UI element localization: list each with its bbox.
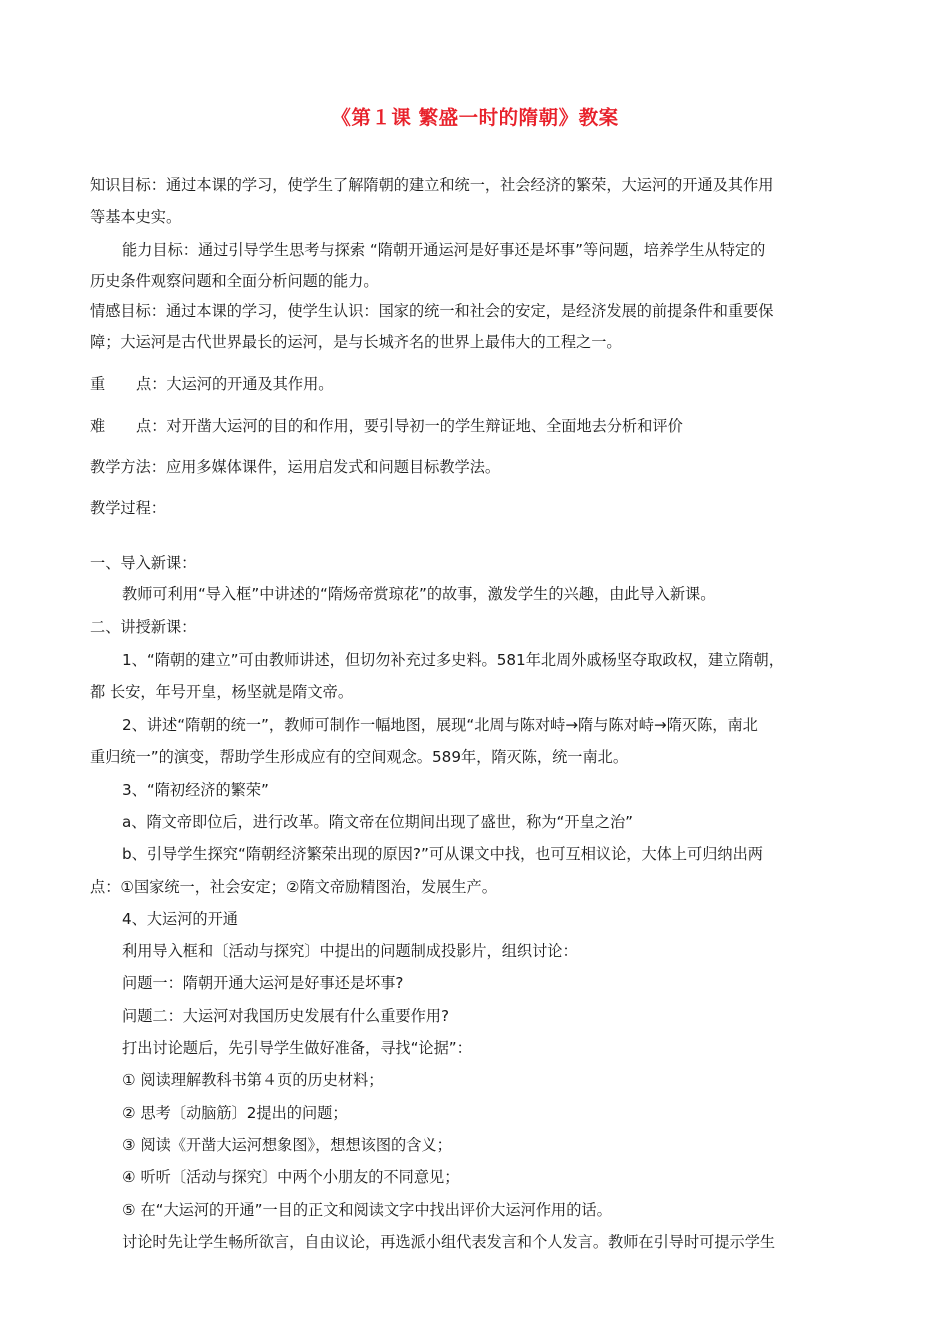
difficulty-line bbox=[90, 416, 683, 436]
text-line: 问题一：隋朝开通大运河是好事还是坏事? bbox=[122, 974, 404, 992]
list-item: ① 阅读理解教科书第４页的历史材料； bbox=[122, 1071, 384, 1089]
text-line: 都 长安，年号开皇，杨坚就是隋文帝。 bbox=[90, 683, 354, 701]
difficulty-text: 点：对开凿大运河的目的和作用，要引导初一的学生辩证地、全面地去分析和评价 bbox=[136, 417, 683, 435]
list-item: ② 思考〔动脑筋〕2提出的问题； bbox=[122, 1104, 348, 1122]
text-line: b、引导学生探究“隋朝经济繁荣出现的原因?”可从课文中找，也可互相议论，大体上可归纳出两 bbox=[122, 845, 763, 863]
text-line: 重归统一”的演变，帮助学生形成应有的空间观念。589年，隋灭陈，统一南北。 bbox=[90, 748, 629, 766]
text-line: 问题二：大运河对我国历史发展有什么重要作用? bbox=[122, 1007, 449, 1025]
text-line: 教学方法：应用多媒体课件，运用启发式和问题目标教学法。 bbox=[90, 458, 501, 476]
text-line: 教师可利用“导入框”中讲述的“隋炀帝赏琼花”的故事，激发学生的兴趣，由此导入新课。 bbox=[122, 585, 716, 603]
text-line: 打出讨论题后，先引导学生做好准备，寻找“论据”： bbox=[122, 1039, 472, 1057]
section-heading: 二、讲授新课： bbox=[90, 618, 197, 636]
key-point-line bbox=[90, 374, 333, 394]
text-line: 知识目标：通过本课的学习，使学生了解隋朝的建立和统一，社会经济的繁荣，大运河的开通及其作用 bbox=[90, 176, 774, 194]
text-line: 能力目标：通过引导学生思考与探索 “隋朝开通运河是好事还是坏事”等问题，培养学生从特定的 bbox=[122, 241, 766, 259]
text-line: 2、讲述“隋朝的统一”，教师可制作一幅地图，展现“北周与陈对峙→隋与陈对峙→隋灭陈，南北 bbox=[122, 716, 758, 734]
list-item: ④ 听听〔活动与探究〕中两个小朋友的不同意见； bbox=[122, 1168, 460, 1186]
text-line: 情感目标：通过本课的学习，使学生认识：国家的统一和社会的安定，是经济发展的前提条件和重要保 bbox=[90, 302, 774, 320]
list-item: ③ 阅读《开凿大运河想象图》，想想该图的含义； bbox=[122, 1136, 452, 1154]
difficulty-label: 难 bbox=[90, 417, 106, 435]
text-line: 等基本史实。 bbox=[90, 208, 182, 226]
text-line: 障；大运河是古代世界最长的运河，是与长城齐名的世界上最伟大的工程之一。 bbox=[90, 333, 622, 351]
text-line: 讨论时先让学生畅所欲言，自由议论，再选派小组代表发言和个人发言。教师在引导时可提示学生 bbox=[122, 1233, 776, 1251]
text-line: 4、大运河的开通 bbox=[122, 910, 238, 928]
section-heading: 一、导入新课： bbox=[90, 554, 197, 572]
text-line: 1、“隋朝的建立”可由教师讲述，但切勿补充过多史料。581年北周外戚杨坚夺取政权，建立隋朝， bbox=[122, 651, 784, 669]
text-line: 历史条件观察问题和全面分析问题的能力。 bbox=[90, 272, 379, 290]
text-line: 点：①国家统一，社会安定；②隋文帝励精图治，发展生产。 bbox=[90, 878, 497, 896]
key-point-text: 点：大运河的开通及其作用。 bbox=[136, 375, 334, 393]
text-line: a、隋文帝即位后，进行改革。隋文帝在位期间出现了盛世，称为“开皇之治” bbox=[122, 813, 634, 831]
text-line: 教学过程： bbox=[90, 499, 166, 517]
document-title: 《第１课 繁盛一时的隋朝》教案 bbox=[331, 106, 619, 129]
text-line: 利用导入框和〔活动与探究〕中提出的问题制成投影片，组织讨论： bbox=[122, 942, 578, 960]
text-line: 3、“隋初经济的繁荣” bbox=[122, 781, 269, 799]
list-item: ⑤ 在“大运河的开通”一目的正文和阅读文字中找出评价大运河作用的话。 bbox=[122, 1201, 612, 1219]
key-point-label: 重 bbox=[90, 375, 106, 393]
